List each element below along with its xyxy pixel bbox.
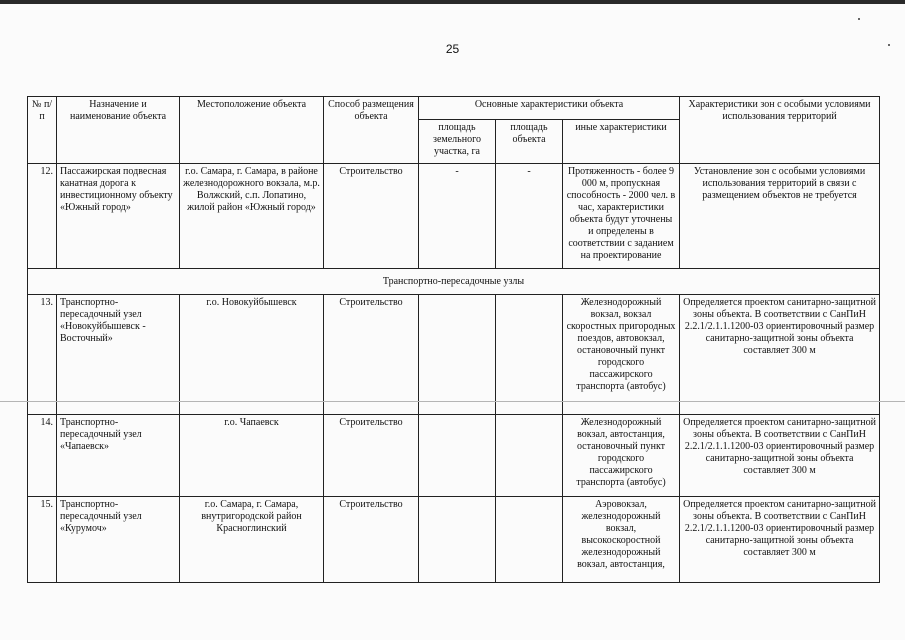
row-method: Строительство bbox=[324, 415, 419, 497]
header-main-characteristics: Основные характеристики объекта bbox=[419, 97, 680, 120]
row-number: 14. bbox=[28, 415, 57, 497]
header-location: Местоположение объекта bbox=[180, 97, 324, 164]
row-number: 12. bbox=[28, 164, 57, 269]
row-other: Железнодорожный вокзал, автостанция, остановочный пункт городского пассажирского транспорта (автобус) bbox=[563, 415, 680, 497]
table-row bbox=[28, 497, 880, 583]
row-object-area: - bbox=[496, 164, 563, 269]
table-row bbox=[28, 164, 880, 269]
row-object-area bbox=[496, 415, 563, 497]
row-number: 13. bbox=[28, 295, 57, 415]
row-zones: Определяется проектом санитарно-защитной зоны объекта. В соответствии с СанПиН 2.2.1/2.1.1.1200-03 ориентировочный размер санитарно-защитной зоны объекта составляет 300 м bbox=[680, 497, 880, 583]
table-row bbox=[28, 415, 880, 497]
row-zones: Установление зон с особыми условиями использования территорий в связи с размещением объектов не требуется bbox=[680, 164, 880, 269]
row-name: Пассажирская подвесная канатная дорога к инвестиционному объекту «Южный город» bbox=[57, 164, 180, 269]
row-other: Железнодорожный вокзал, вокзал скоростных пригородных поездов, автовокзал, остановочный пункт городского пассажирского транспорта (автобус) bbox=[563, 295, 680, 415]
row-zones: Определяется проектом санитарно-защитной зоны объекта. В соответствии с СанПиН 2.2.1/2.1.1.1200-03 ориентировочный размер санитарно-защитной зоны объекта составляет 300 м bbox=[680, 415, 880, 497]
header-method: Способ размещения объекта bbox=[324, 97, 419, 164]
row-method: Строительство bbox=[324, 497, 419, 583]
header-num: № п/п bbox=[28, 97, 57, 164]
row-land-area: - bbox=[419, 164, 496, 269]
header-row bbox=[28, 97, 880, 120]
row-location: г.о. Новокуйбышевск bbox=[180, 295, 324, 415]
header-other-characteristics: иные характеристики bbox=[563, 120, 680, 164]
row-land-area bbox=[419, 295, 496, 415]
header-name: Назначение и наименование объекта bbox=[57, 97, 180, 164]
objects-table bbox=[27, 96, 880, 583]
row-other: Протяженность - более 9 000 м, пропускная способность - 2000 чел. в час, характеристики объекта будут уточнены и определены в соответствии с заданием на проектирование bbox=[563, 164, 680, 269]
row-land-area bbox=[419, 415, 496, 497]
row-other: Аэровокзал, железнодорожный вокзал, высокоскоростной железнодорожный вокзал, автостанция, bbox=[563, 497, 680, 583]
top-border-rule bbox=[0, 0, 905, 4]
row-zones: Определяется проектом санитарно-защитной зоны объекта. В соответствии с СанПиН 2.2.1/2.1.1.1200-03 ориентировочный размер санитарно-защитной зоны объекта составляет 300 м bbox=[680, 295, 880, 415]
row-location: г.о. Самара, г. Самара, внутригородской район Красноглинский bbox=[180, 497, 324, 583]
row-location: г.о. Чапаевск bbox=[180, 415, 324, 497]
page-number: 25 bbox=[445, 42, 460, 56]
row-name: Транспортно-пересадочный узел «Чапаевск» bbox=[57, 415, 180, 497]
row-name: Транспортно-пересадочный узел «Новокуйбышевск - Восточный» bbox=[57, 295, 180, 415]
row-name: Транспортно-пересадочный узел «Курумоч» bbox=[57, 497, 180, 583]
table-row bbox=[28, 295, 880, 415]
row-method: Строительство bbox=[324, 164, 419, 269]
row-object-area bbox=[496, 497, 563, 583]
section-row bbox=[28, 269, 880, 295]
row-number: 15. bbox=[28, 497, 57, 583]
row-object-area bbox=[496, 295, 563, 415]
scan-speck bbox=[858, 18, 860, 20]
section-title: Транспортно-пересадочные узлы bbox=[28, 269, 880, 295]
row-land-area bbox=[419, 497, 496, 583]
row-location: г.о. Самара, г. Самара, в районе железнодорожного вокзала, м.р. Волжский, с.п. Лопатино, жилой район «Южный город» bbox=[180, 164, 324, 269]
scan-line bbox=[0, 401, 905, 402]
row-method: Строительство bbox=[324, 295, 419, 415]
header-zones: Характеристики зон с особыми условиями использования территорий bbox=[680, 97, 880, 164]
header-land-area: площадь земельного участка, га bbox=[419, 120, 496, 164]
header-object-area: площадь объекта bbox=[496, 120, 563, 164]
